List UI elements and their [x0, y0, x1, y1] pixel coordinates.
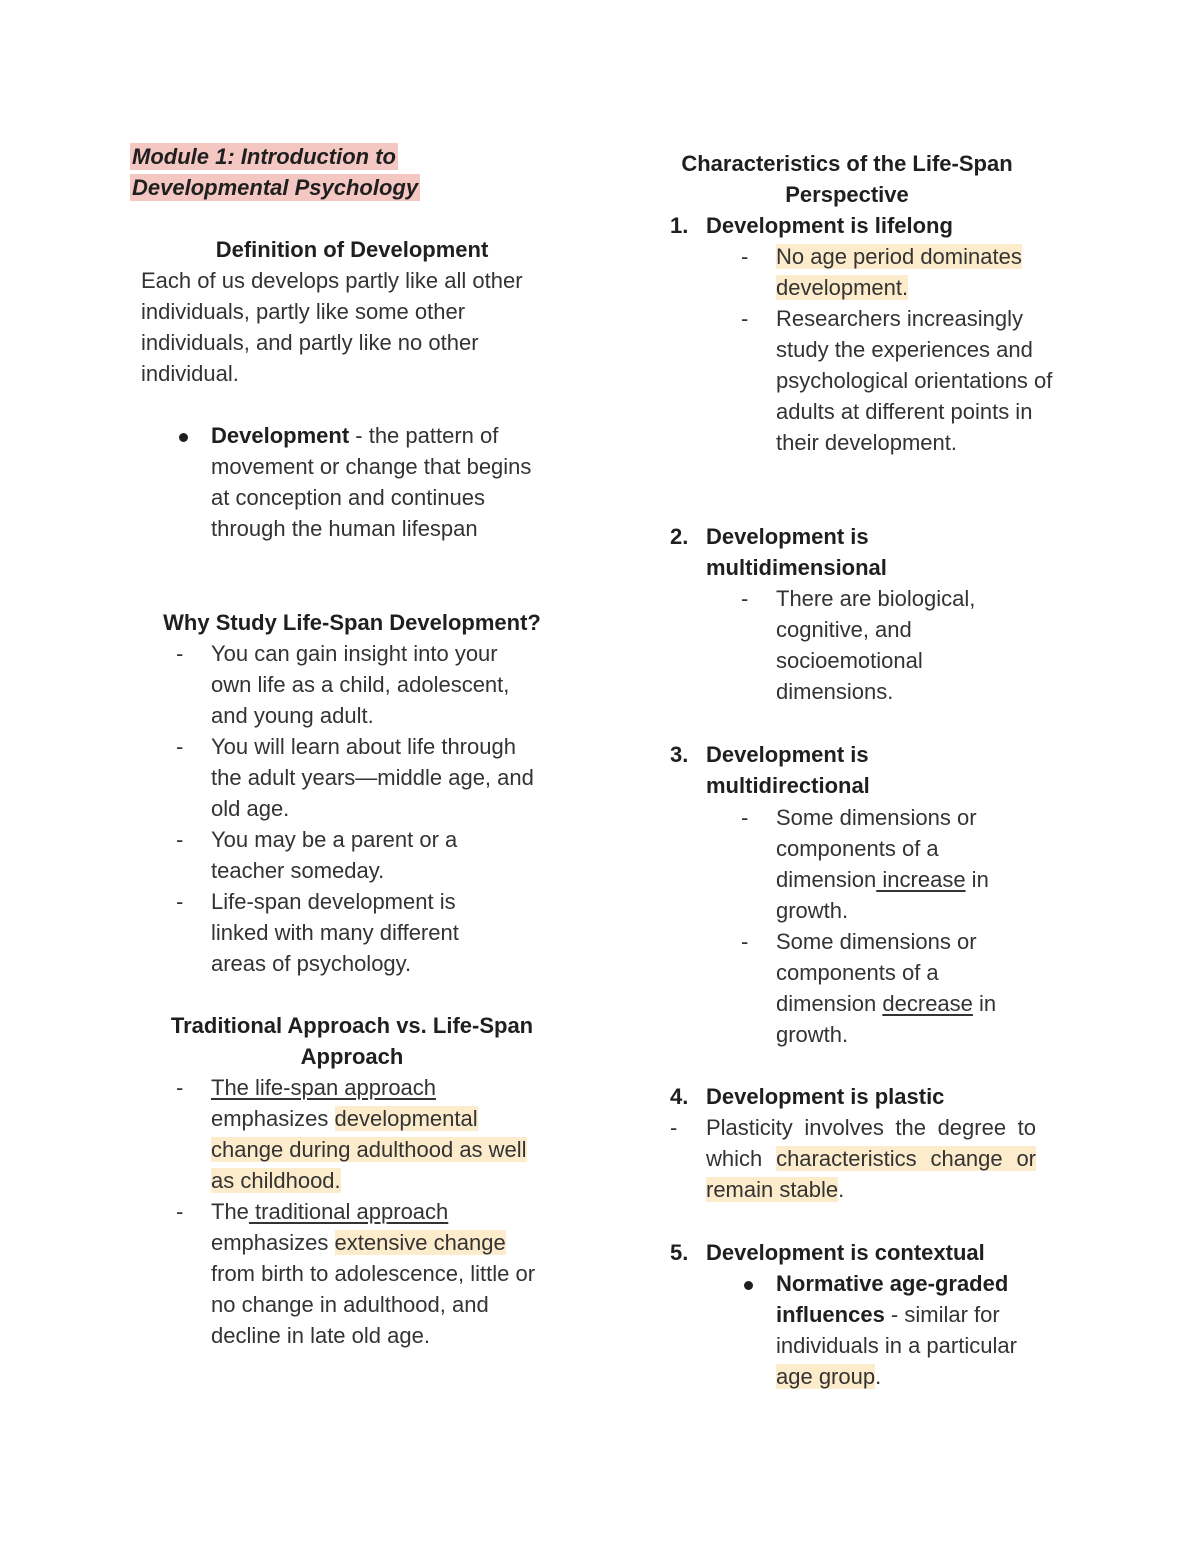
why-study-heading: Why Study Life-Span Development?: [163, 610, 541, 635]
dash-marker: -: [176, 827, 184, 852]
highlight: No age period dominates development.: [776, 244, 1022, 300]
dash-marker: -: [741, 244, 749, 269]
normative-term: Normative age-graded influences: [776, 1271, 1009, 1327]
bullet-dot: [744, 1281, 753, 1290]
characteristic-5-item-1: [776, 1268, 1046, 1392]
traditional-approach-item: [211, 1196, 546, 1351]
dash-marker: -: [741, 586, 749, 611]
highlight: developmental change during adulthood as well: [211, 1106, 527, 1162]
highlight: age group: [776, 1364, 876, 1389]
characteristic-4-item-1: [706, 1112, 1036, 1205]
highlight: as childhood.: [211, 1168, 341, 1193]
characteristic-2-title: Development is multidimensional: [706, 524, 887, 580]
text-run: in growth.: [776, 867, 989, 923]
dash-marker: -: [176, 641, 184, 666]
why-item-2: You will learn about life through the adult years—middle age, and old age.: [211, 734, 534, 821]
underlined-term: decrease: [882, 991, 973, 1016]
characteristic-3-title: Development is multidirectional: [706, 742, 870, 798]
text-run: emphasizes: [211, 1230, 335, 1255]
item-number: 3.: [670, 742, 689, 767]
highlight: extensive change: [334, 1230, 506, 1255]
definition-text: Each of us develops partly like all other individuals, partly like some other individuals, and partly like no other individual.: [141, 268, 523, 386]
characteristics-heading: Characteristics of the Life-Span Perspective: [681, 151, 1013, 207]
module-title-line-1: Module 1: Introduction to: [132, 144, 396, 169]
text-run: .: [838, 1177, 845, 1202]
dash-marker: -: [670, 1115, 678, 1140]
text-run: - similar for individuals in a particular: [776, 1302, 1017, 1358]
definition-heading: Definition of Development: [215, 237, 489, 262]
dash-marker: -: [741, 805, 749, 830]
item-number: 4.: [670, 1084, 689, 1109]
highlight: characteristics change or remain stable: [706, 1146, 1037, 1202]
text-run: Plasticity involves the degree to which: [706, 1115, 1036, 1171]
dash-marker: -: [741, 929, 749, 954]
characteristic-1-item-1: [776, 241, 1056, 303]
item-number: 1.: [670, 213, 689, 238]
characteristic-4-title: Development is plastic: [706, 1084, 945, 1109]
development-definition: [211, 420, 541, 544]
traditional-approach-term: traditional approach: [248, 1199, 449, 1224]
module-title-line-2: Developmental Psychology: [132, 175, 419, 200]
text-run: emphasizes: [211, 1106, 335, 1131]
characteristic-5-title: Development is contextual: [706, 1240, 985, 1265]
text-run: The: [211, 1199, 249, 1224]
module-title: [130, 141, 420, 203]
item-number: 2.: [670, 524, 689, 549]
item-number: 5.: [670, 1240, 689, 1265]
text-run: .: [875, 1364, 882, 1389]
why-item-1: You can gain insight into your own life as a child, adolescent, and young adult.: [211, 641, 510, 728]
text-run: Some dimensions or components of a dimension: [776, 929, 977, 1016]
text-run: from birth to adolescence, little or no change in adulthood, and decline in late old age.: [211, 1261, 536, 1348]
text-run: in growth.: [776, 991, 997, 1047]
dash-marker: -: [741, 306, 749, 331]
dash-marker: -: [176, 1199, 184, 1224]
lifespan-approach-item: [211, 1072, 531, 1196]
development-term-text: - the pattern of movement or change that begins at conception and continues through the human lifespan: [211, 423, 532, 541]
characteristic-3-item-1: [776, 802, 1021, 926]
dash-marker: -: [176, 734, 184, 759]
why-item-3: You may be a parent or a teacher someday.: [211, 827, 458, 883]
underlined-term: increase: [876, 867, 966, 892]
characteristic-2-item-1: There are biological, cognitive, and socioemotional dimensions.: [776, 586, 976, 704]
development-term: Development: [211, 423, 350, 448]
bullet-dot: [179, 433, 188, 442]
characteristic-1-item-2: Researchers increasingly study the experiences and psychological orientations of adults at different points in their development.: [776, 306, 1053, 455]
dash-marker: -: [176, 889, 184, 914]
text-run: Some dimensions or components of a dimension: [776, 805, 977, 892]
characteristic-1-title: Development is lifelong: [706, 213, 953, 238]
approach-heading: Traditional Approach vs. Life-Span Approach: [170, 1013, 534, 1069]
why-item-4: Life-span development is linked with many different areas of psychology.: [211, 889, 459, 976]
characteristic-3-item-2: [776, 926, 1021, 1050]
dash-marker: -: [176, 1075, 184, 1100]
lifespan-approach-term: The life-span approach: [211, 1075, 437, 1100]
